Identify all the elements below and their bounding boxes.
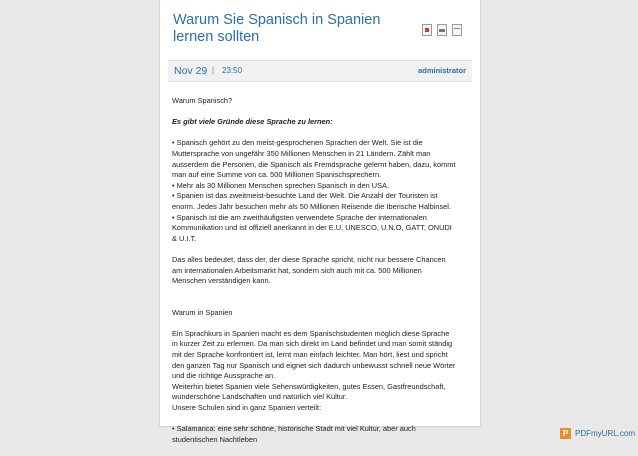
body-line: ausserdem die Personen, die Spanisch als Fremdsprache gelernt haben, dazu, kommt — [172, 159, 456, 169]
body-line: enorm. Jedes Jahr besuchen mehr als 50 Millionen Reisende die Iberische Halbinsel. — [172, 201, 451, 211]
body-line: mit der Sprache konfrontiert ist, lernt man einfach leichter. Man hört, liest und spricht — [172, 350, 448, 360]
article-title: Warum Sie Spanisch in Spanien lernen sollten — [173, 12, 381, 45]
article-author[interactable]: administrator — [418, 66, 466, 75]
body-line: • Spanien ist das zweitmeist-besuchte Land der Welt. Die Anzahl der Touristen ist — [172, 191, 438, 201]
meta-separator: | — [212, 66, 215, 75]
body-paragraph — [172, 329, 468, 414]
article-date: Nov 29 — [174, 65, 208, 77]
body-line: & U.I.T. — [172, 233, 197, 243]
body-paragraph: Warum Spanisch? — [172, 96, 233, 105]
body-paragraph — [172, 138, 468, 244]
body-emphasis: Es gibt viele Gründe diese Sprache zu lernen: — [172, 117, 333, 127]
body-line: man auf eine Summe von ca. 500 Millionen Spanischsprechern. — [172, 170, 382, 180]
pdf-icon[interactable] — [422, 24, 432, 36]
body-line: Kommunikation und ist offiziell anerkannt in der E.U, UNESCO, U.N.O, GATT, ONUDI — [172, 223, 452, 233]
body-line: • Spanisch gehört zu den meist-gesprochenen Sprachen der Welt. Sie ist die — [172, 138, 423, 148]
pdfmyurl-link[interactable]: PDFmyURL.com — [575, 429, 636, 438]
article-meta — [168, 60, 472, 82]
body-line: Muttersprache von ungefähr 350 Millionen Menschen in 21 Ländern. Zählt man — [172, 148, 431, 158]
body-line: Weiterhin bietet Spanien viele Sehenswürdigkeiten, gutes Essen, Gastfreundschaft, — [172, 381, 446, 391]
body-paragraph: Warum in Spanien — [172, 307, 233, 317]
body-line: Unsere Schulen sind in ganz Spanien verteilt: — [172, 403, 322, 413]
body-paragraph — [172, 424, 468, 445]
body-line: und die richtige Aussprache an. — [172, 371, 276, 381]
body-line: wunderschöne Landschaften und natürlich viel Kultur. — [172, 392, 348, 402]
pdfmyurl-logo-icon: P — [560, 428, 571, 439]
print-icon[interactable] — [437, 24, 447, 36]
body-line: in kurzer Zeit zu erlernen. Da man sich direkt im Land befindet und man somit ständig — [172, 339, 453, 349]
email-icon[interactable] — [452, 24, 462, 36]
body-paragraph — [172, 255, 468, 287]
body-line: studentischen Nachtleben — [172, 434, 258, 444]
pdfmyurl-brand[interactable] — [560, 428, 635, 439]
document-page — [160, 0, 480, 444]
body-line: Das alles bedeutet, dass der, der diese Sprache spricht, nicht nur bessere Chancen — [172, 254, 446, 264]
article-time: 23:50 — [222, 66, 243, 75]
body-line: am internationalen Arbeitsmarkt hat, sondern sich auch mit ca. 500 Millionen — [172, 265, 422, 275]
body-line: • Mehr als 30 Millionen Menschen sprechen Spanisch in den USA. — [172, 180, 390, 190]
article-tools — [422, 24, 462, 36]
article-body — [172, 96, 468, 456]
body-line: Menschen verständigen kann. — [172, 276, 271, 286]
body-line: • Spanisch ist die am zweithäufigsten verwendete Sprache der internationalen — [172, 212, 427, 222]
body-line: Ein Sprachkurs in Spanien macht es dem Spanischstudenten möglich diese Sprache — [172, 328, 450, 338]
body-line: • Salamanca: eine sehr schöne, historische Stadt mit viel Kultur, aber auch — [172, 424, 416, 434]
body-line: den ganzen Tag nur Spanisch und eignet sich dadurch unbewusst schnell neue Wörter — [172, 360, 456, 370]
